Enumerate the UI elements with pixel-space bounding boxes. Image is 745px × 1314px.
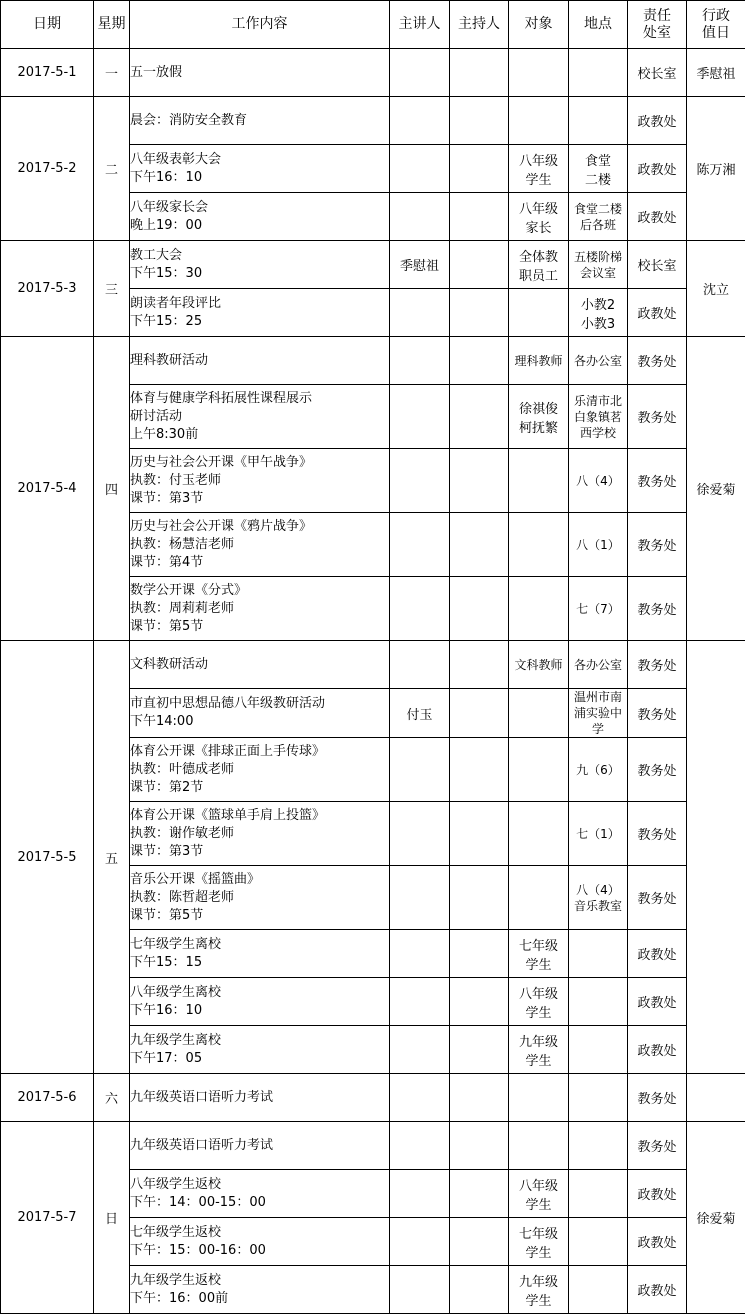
- content-line: 执教：付玉老师: [130, 472, 389, 490]
- location-line: 九（6）: [569, 762, 627, 778]
- speaker-cell: [390, 513, 450, 577]
- audience-cell: [509, 1266, 569, 1314]
- audience-line: 学生: [509, 1050, 568, 1069]
- audience-line: 职员工: [509, 265, 568, 284]
- content-cell: [130, 978, 390, 1026]
- content-line: 下午15：30: [130, 265, 389, 283]
- host-cell: [450, 193, 509, 241]
- speaker-cell: [390, 978, 450, 1026]
- location-cell: [569, 449, 628, 513]
- content-line: 五一放假: [130, 64, 389, 82]
- schedule-row: [1, 1074, 745, 1122]
- location-line: 小教2: [569, 294, 627, 313]
- dept-cell: 政教处: [628, 1218, 687, 1266]
- header-content: 工作内容: [130, 1, 390, 49]
- speaker-cell: [390, 449, 450, 513]
- location-line: 各办公室: [569, 353, 627, 369]
- content-cell: [130, 241, 390, 289]
- content-line: 体育公开课《篮球单手肩上投篮》: [130, 807, 389, 825]
- content-cell: [130, 1074, 390, 1122]
- speaker-cell: [390, 1026, 450, 1074]
- header-duty-line: 行政: [687, 8, 745, 25]
- content-line: 八年级学生返校: [130, 1176, 389, 1194]
- schedule-row: [1, 97, 745, 145]
- duty-cell: 徐爱菊: [687, 1122, 745, 1314]
- location-line: 白象镇茗: [569, 409, 627, 425]
- location-line: 音乐教室: [569, 898, 627, 914]
- content-cell: [130, 802, 390, 866]
- host-cell: [450, 97, 509, 145]
- audience-cell: [509, 193, 569, 241]
- audience-cell: [509, 1074, 569, 1122]
- host-cell: [450, 1026, 509, 1074]
- location-cell: [569, 241, 628, 289]
- content-line: 八年级学生离校: [130, 984, 389, 1002]
- location-cell: [569, 97, 628, 145]
- content-line: 七年级学生离校: [130, 936, 389, 954]
- content-cell: [130, 1170, 390, 1218]
- content-line: 下午16：10: [130, 1002, 389, 1020]
- location-cell: [569, 337, 628, 385]
- audience-cell: [509, 1218, 569, 1266]
- speaker-cell: [390, 1170, 450, 1218]
- date-cell: 2017-5-6: [1, 1074, 94, 1122]
- content-line: 下午15：15: [130, 954, 389, 972]
- location-line: 七（7）: [569, 601, 627, 617]
- host-cell: [450, 49, 509, 97]
- audience-cell: [509, 802, 569, 866]
- content-line: 八年级表彰大会: [130, 151, 389, 169]
- content-cell: [130, 97, 390, 145]
- dept-cell: 教务处: [628, 513, 687, 577]
- content-cell: [130, 449, 390, 513]
- location-cell: [569, 689, 628, 738]
- host-cell: [450, 802, 509, 866]
- content-line: 理科教研活动: [130, 352, 389, 370]
- speaker-cell: [390, 97, 450, 145]
- audience-cell: [509, 337, 569, 385]
- location-line: 七（1）: [569, 826, 627, 842]
- speaker-cell: [390, 49, 450, 97]
- audience-cell: [509, 641, 569, 689]
- dept-cell: 教务处: [628, 866, 687, 930]
- speaker-cell: 季慰祖: [390, 241, 450, 289]
- audience-line: 柯抚繁: [509, 417, 568, 436]
- content-cell: [130, 1266, 390, 1314]
- audience-line: 家长: [509, 217, 568, 236]
- weekday-cell: 五: [94, 641, 130, 1074]
- content-line: 下午14:00: [130, 713, 389, 731]
- audience-line: 全体教: [509, 246, 568, 265]
- location-line: 乐清市北: [569, 393, 627, 409]
- content-line: 教工大会: [130, 247, 389, 265]
- date-cell: 2017-5-2: [1, 97, 94, 241]
- location-cell: [569, 145, 628, 193]
- weekday-cell: 日: [94, 1122, 130, 1314]
- duty-cell: 徐爱菊: [687, 337, 745, 641]
- dept-cell: 教务处: [628, 641, 687, 689]
- location-line: 会议室: [569, 265, 627, 281]
- content-line: 课节：第4节: [130, 554, 389, 572]
- host-cell: [450, 241, 509, 289]
- host-cell: [450, 449, 509, 513]
- audience-cell: [509, 1122, 569, 1170]
- audience-line: 学生: [509, 169, 568, 188]
- dept-cell: 教务处: [628, 738, 687, 802]
- content-line: 执教：叶德成老师: [130, 761, 389, 779]
- dept-cell: 教务处: [628, 689, 687, 738]
- content-cell: [130, 1026, 390, 1074]
- speaker-cell: [390, 193, 450, 241]
- content-cell: [130, 930, 390, 978]
- dept-cell: 政教处: [628, 97, 687, 145]
- audience-line: 九年级: [509, 1031, 568, 1050]
- content-line: 文科教研活动: [130, 656, 389, 674]
- host-cell: [450, 577, 509, 641]
- audience-cell: [509, 1026, 569, 1074]
- location-cell: [569, 193, 628, 241]
- content-line: 体育与健康学科拓展性课程展示: [130, 390, 389, 408]
- audience-line: 文科教师: [509, 657, 568, 673]
- location-cell: [569, 978, 628, 1026]
- location-line: 食堂二楼: [569, 201, 627, 217]
- duty-cell: [687, 1074, 745, 1122]
- audience-line: 八年级: [509, 983, 568, 1002]
- content-line: 下午16：10: [130, 169, 389, 187]
- dept-cell: 教务处: [628, 802, 687, 866]
- weekday-cell: 二: [94, 97, 130, 241]
- content-line: 执教：周莉莉老师: [130, 600, 389, 618]
- dept-cell: 政教处: [628, 1026, 687, 1074]
- dept-cell: 教务处: [628, 1074, 687, 1122]
- audience-cell: [509, 385, 569, 449]
- content-cell: [130, 641, 390, 689]
- content-line: 上午8:30前: [130, 426, 389, 444]
- audience-line: 理科教师: [509, 353, 568, 369]
- location-line: 五楼阶梯: [569, 249, 627, 265]
- content-line: 朗读者年段评比: [130, 295, 389, 313]
- content-line: 下午：15：00-16：00: [130, 1242, 389, 1260]
- speaker-cell: [390, 385, 450, 449]
- header-host: 主持人: [450, 1, 509, 49]
- audience-line: 八年级: [509, 1175, 568, 1194]
- content-line: 九年级学生离校: [130, 1032, 389, 1050]
- speaker-cell: [390, 577, 450, 641]
- audience-line: 九年级: [509, 1271, 568, 1290]
- audience-cell: [509, 978, 569, 1026]
- date-cell: 2017-5-5: [1, 641, 94, 1074]
- weekday-cell: 四: [94, 337, 130, 641]
- dept-cell: 政教处: [628, 145, 687, 193]
- content-cell: [130, 337, 390, 385]
- content-line: 晚上19：00: [130, 217, 389, 235]
- host-cell: [450, 1170, 509, 1218]
- host-cell: [450, 930, 509, 978]
- host-cell: [450, 337, 509, 385]
- audience-line: 徐祺俊: [509, 398, 568, 417]
- host-cell: [450, 1122, 509, 1170]
- location-line: 各办公室: [569, 657, 627, 673]
- content-line: 市直初中思想品德八年级教研活动: [130, 695, 389, 713]
- location-cell: [569, 1266, 628, 1314]
- content-line: 下午15：25: [130, 313, 389, 331]
- header-weekday: 星期: [94, 1, 130, 49]
- host-cell: [450, 978, 509, 1026]
- host-cell: [450, 641, 509, 689]
- host-cell: [450, 866, 509, 930]
- duty-cell: 陈万湘: [687, 97, 745, 241]
- host-cell: [450, 1074, 509, 1122]
- header-duty-line: 值日: [687, 25, 745, 42]
- location-cell: [569, 866, 628, 930]
- schedule-row: [1, 1122, 745, 1170]
- audience-line: 七年级: [509, 935, 568, 954]
- speaker-cell: [390, 1122, 450, 1170]
- content-cell: [130, 513, 390, 577]
- location-cell: [569, 1074, 628, 1122]
- speaker-cell: [390, 866, 450, 930]
- date-cell: 2017-5-1: [1, 49, 94, 97]
- header-date: 日期: [1, 1, 94, 49]
- audience-cell: [509, 289, 569, 337]
- header-dept-line: 处室: [628, 25, 686, 42]
- location-line: 八（4）: [569, 473, 627, 489]
- duty-cell: 沈立: [687, 241, 745, 337]
- speaker-cell: [390, 641, 450, 689]
- content-cell: [130, 145, 390, 193]
- location-cell: [569, 930, 628, 978]
- dept-cell: 政教处: [628, 978, 687, 1026]
- audience-line: 学生: [509, 1002, 568, 1021]
- dept-cell: 教务处: [628, 449, 687, 513]
- location-cell: [569, 1170, 628, 1218]
- audience-cell: [509, 449, 569, 513]
- dept-cell: 校长室: [628, 49, 687, 97]
- content-cell: [130, 738, 390, 802]
- audience-cell: [509, 930, 569, 978]
- location-line: 西学校: [569, 425, 627, 441]
- schedule-row: [1, 49, 745, 97]
- content-cell: [130, 385, 390, 449]
- header-dept-line: 责任: [628, 8, 686, 25]
- host-cell: [450, 289, 509, 337]
- location-line: 温州市南: [569, 689, 627, 705]
- content-line: 课节：第3节: [130, 843, 389, 861]
- content-line: 七年级学生返校: [130, 1224, 389, 1242]
- speaker-cell: [390, 738, 450, 802]
- content-cell: [130, 1122, 390, 1170]
- location-line: 八（4）: [569, 882, 627, 898]
- location-cell: [569, 1218, 628, 1266]
- content-line: 执教：陈哲超老师: [130, 889, 389, 907]
- audience-cell: [509, 97, 569, 145]
- speaker-cell: [390, 802, 450, 866]
- location-cell: [569, 289, 628, 337]
- schedule-row: [1, 241, 745, 289]
- content-line: 历史与社会公开课《甲午战争》: [130, 454, 389, 472]
- dept-cell: 政教处: [628, 930, 687, 978]
- location-line: 浦实验中: [569, 705, 627, 721]
- audience-cell: [509, 738, 569, 802]
- audience-line: 学生: [509, 954, 568, 973]
- dept-cell: 教务处: [628, 1122, 687, 1170]
- audience-line: 七年级: [509, 1223, 568, 1242]
- host-cell: [450, 145, 509, 193]
- location-line: 二楼: [569, 169, 627, 188]
- location-line: 后各班: [569, 217, 627, 233]
- speaker-cell: [390, 289, 450, 337]
- content-line: 体育公开课《排球正面上手传球》: [130, 743, 389, 761]
- audience-cell: [509, 689, 569, 738]
- audience-cell: [509, 866, 569, 930]
- duty-cell: 季慰祖: [687, 49, 745, 97]
- header-duty: [687, 1, 745, 49]
- content-cell: [130, 193, 390, 241]
- speaker-cell: [390, 1074, 450, 1122]
- dept-cell: 政教处: [628, 1266, 687, 1314]
- speaker-cell: [390, 1266, 450, 1314]
- content-line: 执教：谢作敏老师: [130, 825, 389, 843]
- content-line: 课节：第2节: [130, 779, 389, 797]
- content-line: 九年级学生返校: [130, 1272, 389, 1290]
- host-cell: [450, 1218, 509, 1266]
- header-speaker: 主讲人: [390, 1, 450, 49]
- content-line: 数学公开课《分式》: [130, 582, 389, 600]
- audience-cell: [509, 49, 569, 97]
- content-line: 课节：第3节: [130, 490, 389, 508]
- audience-cell: [509, 1170, 569, 1218]
- content-line: 下午17：05: [130, 1050, 389, 1068]
- host-cell: [450, 513, 509, 577]
- location-line: 小教3: [569, 313, 627, 332]
- content-line: 课节：第5节: [130, 907, 389, 925]
- content-line: 执教：杨慧洁老师: [130, 536, 389, 554]
- speaker-cell: [390, 145, 450, 193]
- schedule-body: [1, 49, 745, 1314]
- content-cell: [130, 866, 390, 930]
- content-cell: [130, 689, 390, 738]
- audience-cell: [509, 241, 569, 289]
- location-line: 学: [569, 721, 627, 737]
- schedule-row: [1, 641, 745, 689]
- content-cell: [130, 1218, 390, 1266]
- location-cell: [569, 641, 628, 689]
- audience-cell: [509, 513, 569, 577]
- location-cell: [569, 802, 628, 866]
- content-cell: [130, 49, 390, 97]
- dept-cell: 教务处: [628, 577, 687, 641]
- date-cell: 2017-5-3: [1, 241, 94, 337]
- content-line: 下午：16：00前: [130, 1290, 389, 1308]
- content-line: 九年级英语口语听力考试: [130, 1137, 389, 1155]
- location-cell: [569, 49, 628, 97]
- audience-line: 学生: [509, 1290, 568, 1309]
- dept-cell: 政教处: [628, 289, 687, 337]
- content-line: 课节：第5节: [130, 618, 389, 636]
- location-cell: [569, 385, 628, 449]
- location-line: 食堂: [569, 150, 627, 169]
- duty-cell: [687, 641, 745, 1074]
- schedule-row: [1, 337, 745, 385]
- audience-line: 学生: [509, 1242, 568, 1261]
- date-cell: 2017-5-7: [1, 1122, 94, 1314]
- location-cell: [569, 577, 628, 641]
- speaker-cell: [390, 337, 450, 385]
- speaker-cell: [390, 930, 450, 978]
- speaker-cell: [390, 1218, 450, 1266]
- dept-cell: 政教处: [628, 1170, 687, 1218]
- header-audience: 对象: [509, 1, 569, 49]
- location-line: 八（1）: [569, 537, 627, 553]
- host-cell: [450, 385, 509, 449]
- content-line: 九年级英语口语听力考试: [130, 1089, 389, 1107]
- content-line: 研讨活动: [130, 408, 389, 426]
- host-cell: [450, 738, 509, 802]
- weekday-cell: 三: [94, 241, 130, 337]
- weekday-cell: 一: [94, 49, 130, 97]
- date-cell: 2017-5-4: [1, 337, 94, 641]
- location-cell: [569, 1122, 628, 1170]
- audience-line: 学生: [509, 1194, 568, 1213]
- audience-cell: [509, 145, 569, 193]
- location-cell: [569, 513, 628, 577]
- header-location: 地点: [569, 1, 628, 49]
- host-cell: [450, 1266, 509, 1314]
- dept-cell: 校长室: [628, 241, 687, 289]
- content-line: 下午：14：00-15：00: [130, 1194, 389, 1212]
- dept-cell: 政教处: [628, 193, 687, 241]
- header-dept: [628, 1, 687, 49]
- content-line: 音乐公开课《摇篮曲》: [130, 871, 389, 889]
- content-line: 晨会：消防安全教育: [130, 112, 389, 130]
- weekday-cell: 六: [94, 1074, 130, 1122]
- location-cell: [569, 738, 628, 802]
- dept-cell: 教务处: [628, 385, 687, 449]
- content-line: 历史与社会公开课《鸦片战争》: [130, 518, 389, 536]
- content-cell: [130, 577, 390, 641]
- content-line: 八年级家长会: [130, 199, 389, 217]
- speaker-cell: 付玉: [390, 689, 450, 738]
- dept-cell: 教务处: [628, 337, 687, 385]
- content-cell: [130, 289, 390, 337]
- audience-line: 八年级: [509, 150, 568, 169]
- audience-line: 八年级: [509, 198, 568, 217]
- audience-cell: [509, 577, 569, 641]
- host-cell: [450, 689, 509, 738]
- location-cell: [569, 1026, 628, 1074]
- header-row: [1, 1, 745, 49]
